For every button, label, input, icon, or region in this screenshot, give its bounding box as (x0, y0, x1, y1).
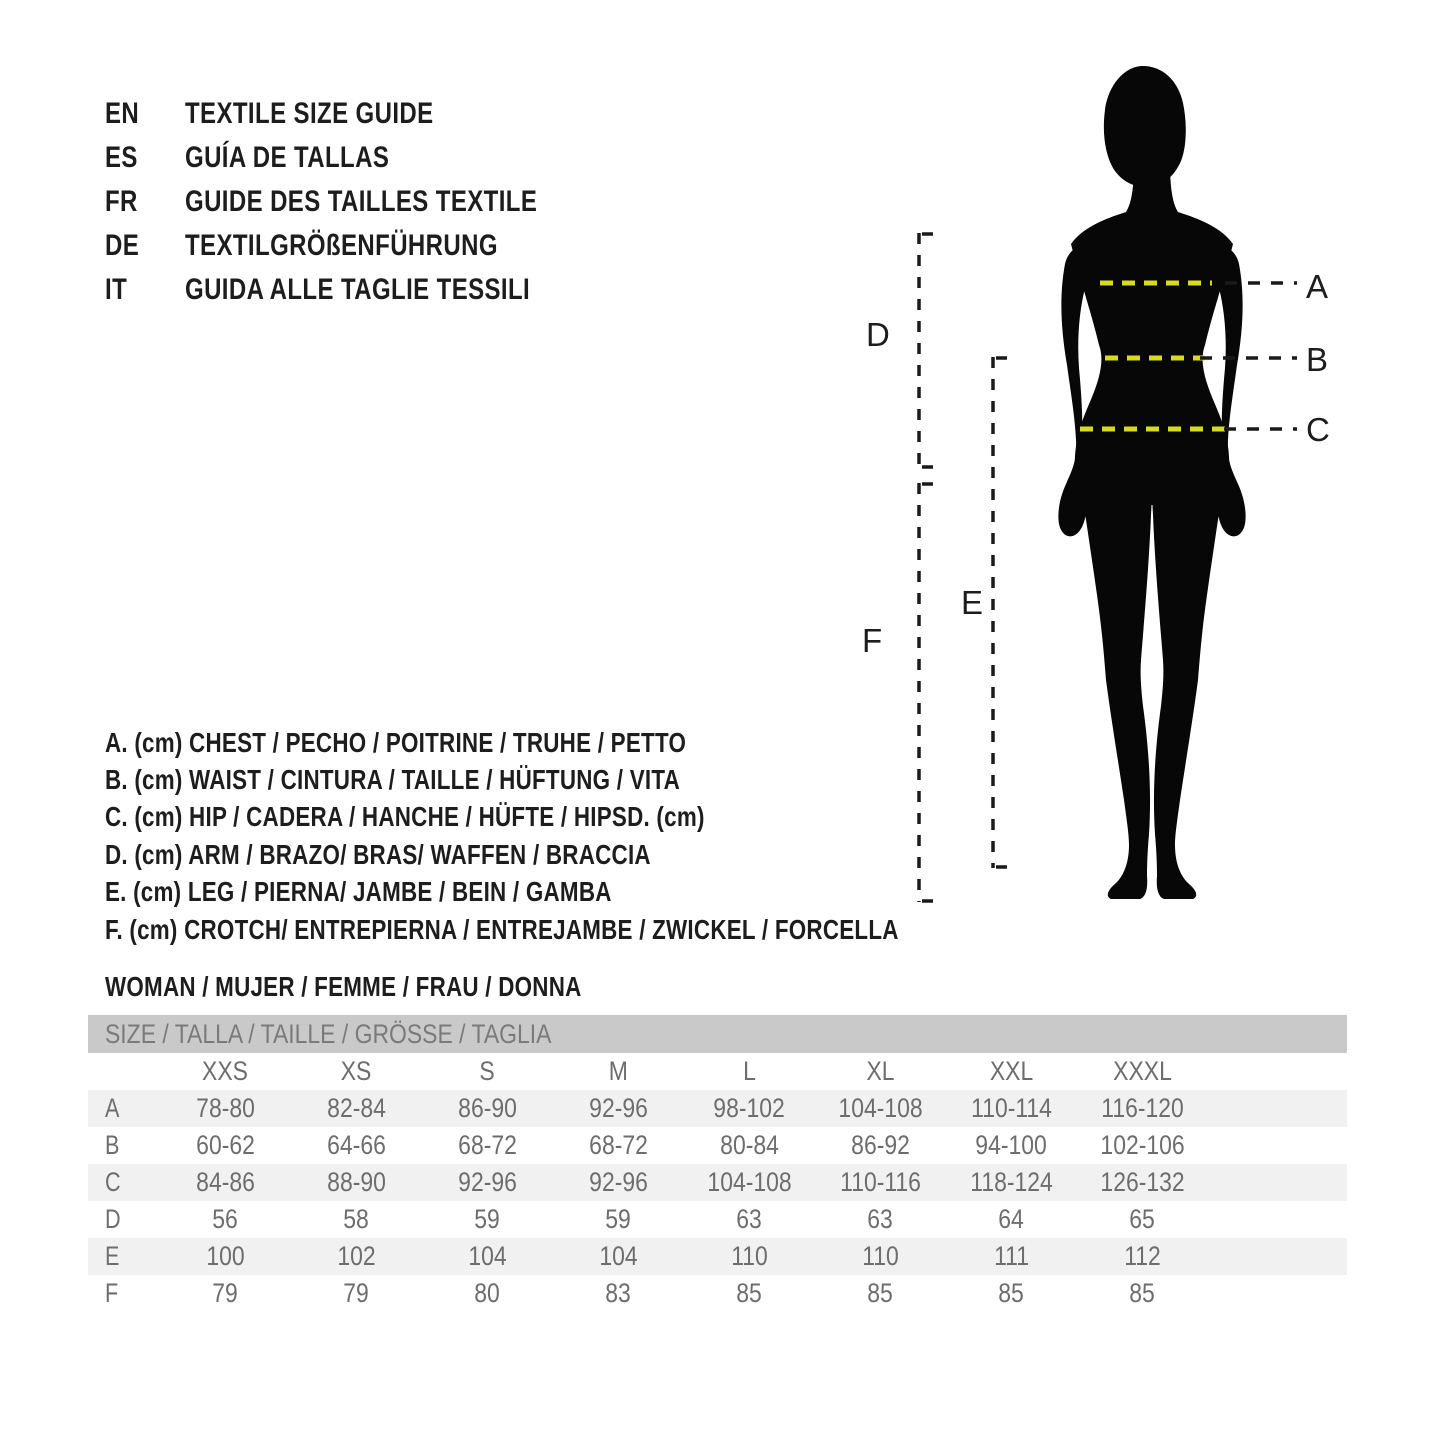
table-cell: 110 (862, 1241, 899, 1271)
language-title: GUÍA DE TALLAS (185, 141, 390, 174)
table-cell: 64 (998, 1204, 1025, 1234)
table-row (88, 1238, 1347, 1275)
table-cell: 85 (998, 1278, 1025, 1308)
size-table-header-text: SIZE / TALLA / TAILLE / GRÖSSE / TAGLIA (105, 1018, 552, 1049)
table-cell: 68-72 (589, 1130, 648, 1160)
language-code: FR (105, 185, 138, 218)
table-cell: 80-84 (720, 1130, 779, 1160)
measurement-legend-line: D. (cm) ARM / BRAZO/ BRAS/ WAFFEN / BRACCIA (105, 838, 651, 870)
language-list (105, 92, 625, 312)
language-title: GUIDA ALLE TAGLIE TESSILI (185, 273, 531, 306)
table-cell: 104 (599, 1241, 638, 1271)
table-row (88, 1053, 1347, 1090)
table-cell: 68-72 (458, 1130, 517, 1160)
label-c: C (1306, 411, 1330, 448)
table-cell: 59 (605, 1204, 632, 1234)
measurement-legend-line: F. (cm) CROTCH/ ENTREPIERNA / ENTREJAMBE / ZWICKEL / FORCELLA (105, 913, 899, 945)
label-a: A (1306, 268, 1329, 305)
table-cell: 59 (474, 1204, 501, 1234)
gender-heading (105, 972, 701, 1002)
table-cell: 110-116 (840, 1167, 921, 1197)
size-table (88, 1015, 1347, 1312)
size-column-header: M (608, 1056, 629, 1086)
measurement-legend-line: A. (cm) CHEST / PECHO / POITRINE / TRUHE / PETTO (105, 726, 687, 758)
table-cell: 118-124 (970, 1167, 1053, 1197)
size-column-header: XS (341, 1056, 372, 1086)
table-cell: 112 (1124, 1241, 1161, 1271)
language-row (105, 92, 625, 136)
table-cell: 88-90 (327, 1167, 386, 1197)
measurement-legend-line: B. (cm) WAIST / CINTURA / TAILLE / HÜFTUNG / VITA (105, 764, 681, 796)
table-cell: 126-132 (1100, 1167, 1185, 1197)
table-cell: 83 (605, 1278, 632, 1308)
table-cell: 60-62 (196, 1130, 255, 1160)
row-label: B (105, 1130, 120, 1160)
size-column-header: XXXL (1113, 1056, 1172, 1086)
table-cell: 102 (337, 1241, 376, 1271)
table-cell: 104 (468, 1241, 507, 1271)
table-cell: 63 (867, 1204, 894, 1234)
size-table-body (88, 1053, 1347, 1312)
table-cell: 110-114 (971, 1093, 1052, 1123)
table-cell: 86-90 (458, 1093, 517, 1123)
measurement-legend-line: C. (cm) HIP / CADERA / HANCHE / HÜFTE / HIPSD. (cm) (105, 801, 705, 833)
table-row (88, 1275, 1347, 1312)
language-code: ES (105, 141, 138, 174)
table-cell: 64-66 (327, 1130, 386, 1160)
table-row (88, 1201, 1347, 1238)
label-f: F (862, 622, 883, 659)
table-cell: 85 (867, 1278, 894, 1308)
table-cell: 100 (206, 1241, 245, 1271)
label-b: B (1306, 341, 1329, 378)
table-cell: 94-100 (975, 1130, 1048, 1160)
gender-heading-text: WOMAN / MUJER / FEMME / FRAU / DONNA (105, 971, 582, 1002)
size-column-header: S (479, 1056, 496, 1086)
table-cell: 86-92 (851, 1130, 910, 1160)
size-table-header-bar (88, 1015, 1347, 1053)
row-label: C (105, 1167, 121, 1197)
table-row (88, 1127, 1347, 1164)
table-cell: 63 (736, 1204, 763, 1234)
table-row (88, 1090, 1347, 1127)
language-row (105, 136, 625, 180)
table-cell: 98-102 (713, 1093, 786, 1123)
silhouette-right-leg (1152, 450, 1228, 899)
table-cell: 110 (731, 1241, 768, 1271)
table-cell: 78-80 (196, 1093, 255, 1123)
table-cell: 92-96 (458, 1167, 517, 1197)
measurement-legend-line: E. (cm) LEG / PIERNA/ JAMBE / BEIN / GAMBA (105, 876, 612, 908)
table-cell: 85 (736, 1278, 763, 1308)
row-label: D (105, 1204, 121, 1234)
language-row (105, 268, 625, 312)
language-row (105, 180, 625, 224)
row-label: A (105, 1093, 120, 1123)
table-cell: 79 (212, 1278, 239, 1308)
table-cell: 56 (212, 1204, 239, 1234)
language-code: DE (105, 229, 140, 262)
label-e: E (961, 584, 984, 621)
arm-measure-line (919, 233, 935, 468)
table-cell: 80 (474, 1278, 501, 1308)
language-title: TEXTILGRÖßENFÜHRUNG (185, 229, 498, 262)
sizes-row-label (88, 1056, 160, 1087)
measurement-descriptions (105, 724, 1097, 948)
language-title: TEXTILE SIZE GUIDE (185, 97, 434, 130)
language-row (105, 224, 625, 268)
table-cell: 82-84 (327, 1093, 386, 1123)
table-cell: 104-108 (707, 1167, 792, 1197)
label-d: D (866, 316, 890, 353)
table-cell: 116-120 (1101, 1093, 1184, 1123)
size-column-header: XXS (202, 1056, 249, 1086)
table-cell: 92-96 (589, 1167, 648, 1197)
table-cell: 65 (1129, 1204, 1156, 1234)
row-label: F (105, 1278, 119, 1308)
table-cell: 79 (343, 1278, 370, 1308)
table-cell: 92-96 (589, 1093, 648, 1123)
language-title: GUIDE DES TAILLES TEXTILE (185, 185, 538, 218)
table-row (88, 1164, 1347, 1201)
table-cell: 102-106 (1100, 1130, 1185, 1160)
table-cell: 111 (994, 1241, 1029, 1271)
table-cell: 104-108 (838, 1093, 923, 1123)
row-label: E (105, 1241, 120, 1271)
language-code: EN (105, 97, 140, 130)
language-code: IT (105, 273, 128, 306)
size-column-header: XL (866, 1056, 895, 1086)
size-column-header: L (743, 1056, 756, 1086)
table-cell: 84-86 (196, 1167, 255, 1197)
size-column-header: XXL (989, 1056, 1034, 1086)
table-cell: 58 (343, 1204, 370, 1234)
table-cell: 85 (1129, 1278, 1156, 1308)
